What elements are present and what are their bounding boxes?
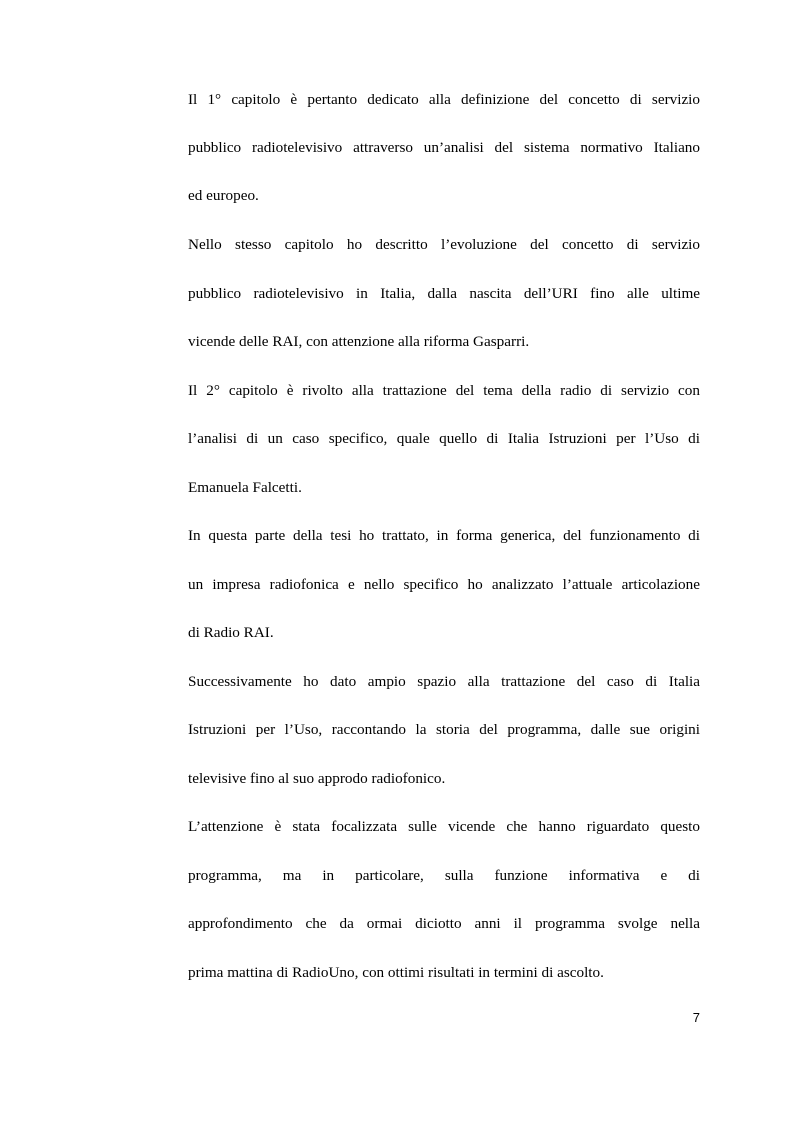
- page-number: 7: [692, 1010, 700, 1025]
- text-line: l’analisi di un caso specifico, quale quello di Italia Istruzioni per l’Uso di: [188, 430, 700, 447]
- text-line: vicende delle RAI, con attenzione alla riforma Gasparri.: [188, 333, 530, 350]
- text-line: Istruzioni per l’Uso, raccontando la storia del programma, dalle sue origini: [188, 721, 700, 738]
- text-line: Successivamente ho dato ampio spazio alla trattazione del caso di Italia: [188, 673, 700, 690]
- text-line: ed europeo.: [188, 187, 259, 204]
- text-line: programma, ma in particolare, sulla funzione informativa e di: [188, 867, 700, 884]
- text-line: pubblico radiotelevisivo attraverso un’analisi del sistema normativo Italiano: [188, 139, 700, 156]
- text-line: pubblico radiotelevisivo in Italia, dalla nascita dell’URI fino alle ultime: [188, 285, 700, 302]
- text-line: approfondimento che da ormai diciotto anni il programma svolge nella: [188, 915, 700, 932]
- text-line: di Radio RAI.: [188, 624, 274, 641]
- text-line: prima mattina di RadioUno, con ottimi risultati in termini di ascolto.: [188, 964, 604, 981]
- text-line: televisive fino al suo approdo radiofonico.: [188, 770, 446, 787]
- text-line: Il 2° capitolo è rivolto alla trattazione del tema della radio di servizio con: [188, 382, 700, 399]
- text-line: un impresa radiofonica e nello specifico ho analizzato l’attuale articolazione: [188, 576, 700, 593]
- text-line: L’attenzione è stata focalizzata sulle vicende che hanno riguardato questo: [188, 818, 700, 835]
- text-line: Nello stesso capitolo ho descritto l’evoluzione del concetto di servizio: [188, 236, 700, 253]
- text-line: Il 1° capitolo è pertanto dedicato alla definizione del concetto di servizio: [188, 91, 700, 108]
- text-line: In questa parte della tesi ho trattato, in forma generica, del funzionamento di: [188, 527, 700, 544]
- text-line: Emanuela Falcetti.: [188, 479, 302, 496]
